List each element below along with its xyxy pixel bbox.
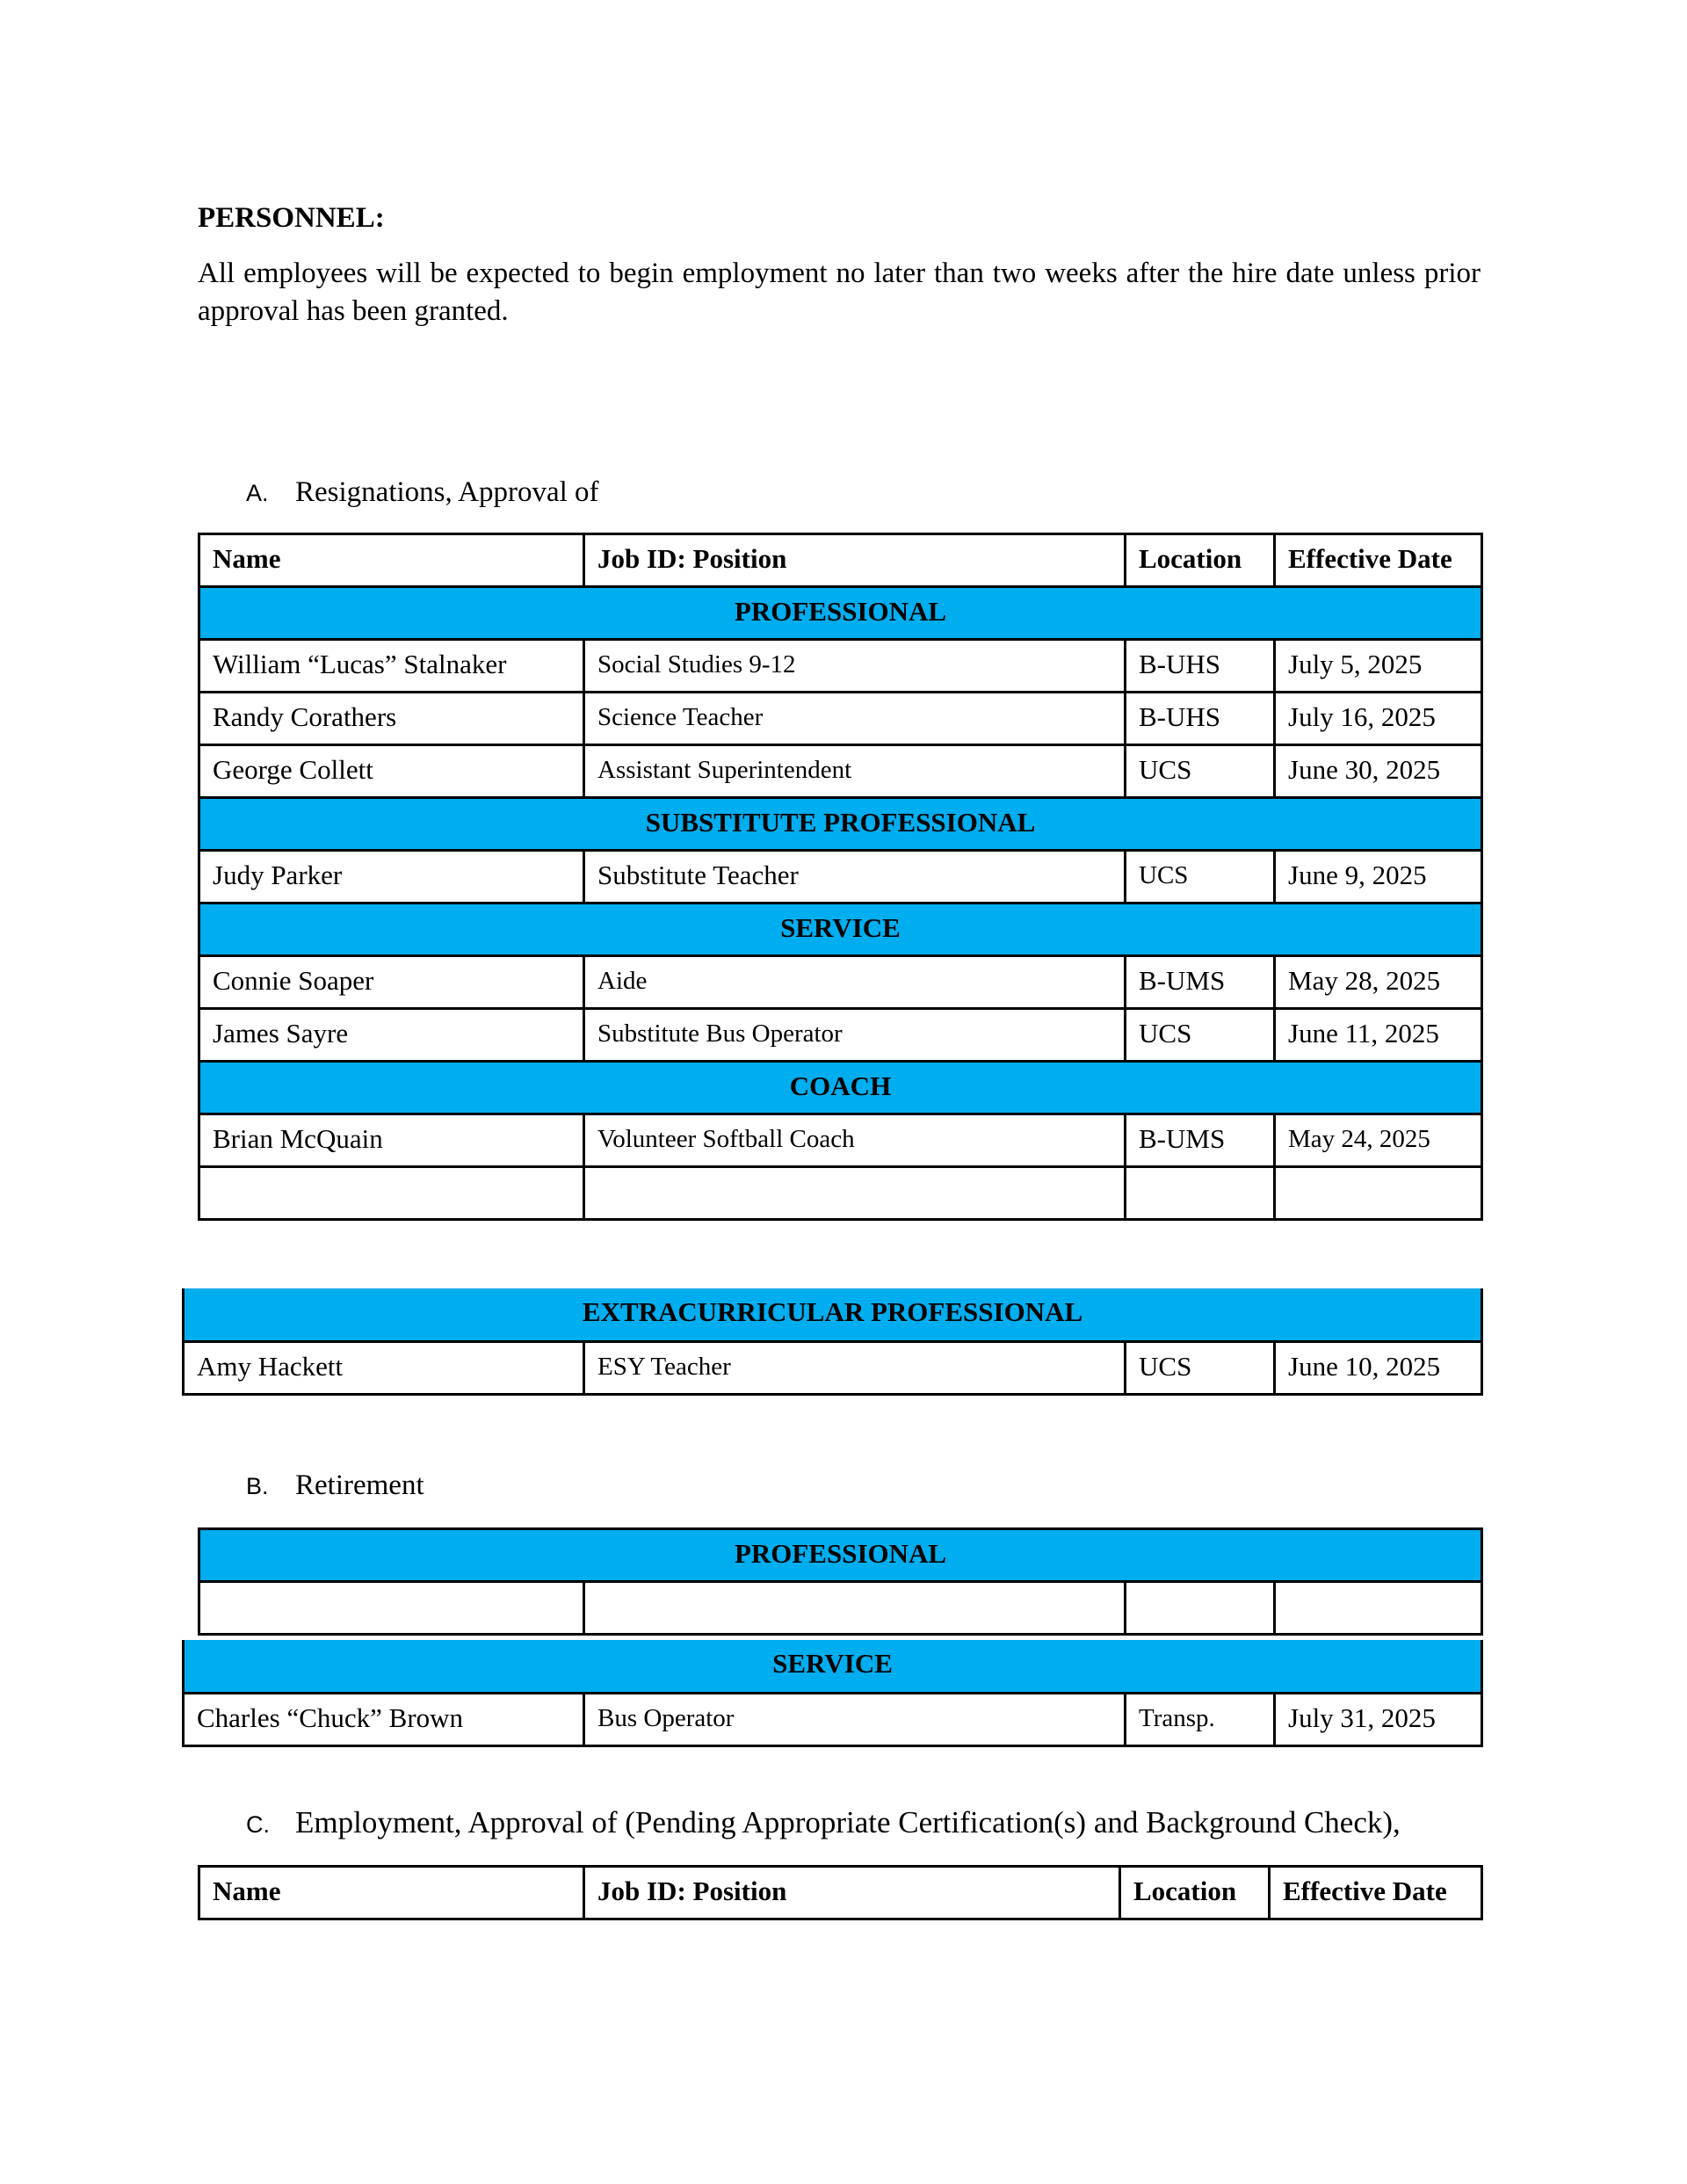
table-row xyxy=(199,1114,1482,1167)
category-row xyxy=(184,1288,1482,1341)
category-label: PROFESSIONAL xyxy=(199,587,1482,640)
table-row xyxy=(199,851,1482,903)
cell-date: June 30, 2025 xyxy=(1275,745,1482,798)
cell-location: B-UHS xyxy=(1126,640,1275,693)
table-row xyxy=(199,1009,1482,1062)
table-header-row xyxy=(199,1867,1482,1919)
cell-name: James Sayre xyxy=(199,1009,584,1062)
empty-row xyxy=(199,1582,1482,1635)
table-header-row xyxy=(199,534,1482,587)
header-position: Job ID: Position xyxy=(584,1867,1120,1919)
table-row xyxy=(184,1693,1482,1745)
cell-empty xyxy=(1126,1582,1275,1635)
cell-empty xyxy=(1126,1167,1275,1220)
cell-name: Brian McQuain xyxy=(199,1114,584,1167)
category-row xyxy=(199,903,1482,956)
cell-position: ESY Teacher xyxy=(584,1341,1126,1394)
empty-row xyxy=(199,1167,1482,1220)
cell-date: July 5, 2025 xyxy=(1275,640,1482,693)
category-label: SERVICE xyxy=(199,903,1482,956)
header-name: Name xyxy=(199,1867,584,1919)
section-a-letter: A. xyxy=(246,480,269,506)
section-c-title xyxy=(246,1805,1401,1842)
section-b-title-text: Retirement xyxy=(295,1469,424,1501)
section-b-title xyxy=(246,1468,424,1504)
cell-empty xyxy=(1275,1582,1482,1635)
cell-location: B-UMS xyxy=(1126,956,1275,1009)
header-location: Location xyxy=(1120,1867,1270,1919)
cell-date: June 9, 2025 xyxy=(1275,851,1482,903)
cell-date: July 16, 2025 xyxy=(1275,693,1482,745)
category-label: COACH xyxy=(199,1062,1482,1114)
table-row xyxy=(199,745,1482,798)
header-location: Location xyxy=(1126,534,1275,587)
cell-name: George Collett xyxy=(199,745,584,798)
cell-name: Randy Corathers xyxy=(199,693,584,745)
category-label: SERVICE xyxy=(184,1640,1482,1693)
extracurricular-table xyxy=(182,1288,1483,1396)
retirement-table xyxy=(198,1527,1483,1636)
section-a-title xyxy=(246,475,599,511)
category-row xyxy=(199,798,1482,851)
category-row xyxy=(199,1062,1482,1114)
intro-paragraph: All employees will be expected to begin employment no later than two weeks after the hire date unless prior approval has been granted. xyxy=(198,258,1481,327)
cell-empty xyxy=(199,1167,584,1220)
cell-empty xyxy=(584,1167,1126,1220)
cell-empty xyxy=(584,1582,1126,1635)
cell-location: Transp. xyxy=(1126,1693,1275,1745)
cell-name: Amy Hackett xyxy=(184,1341,584,1394)
cell-date: May 24, 2025 xyxy=(1275,1114,1482,1167)
cell-position: Substitute Teacher xyxy=(584,851,1126,903)
cell-position: Bus Operator xyxy=(584,1693,1126,1745)
cell-empty xyxy=(1275,1167,1482,1220)
table-row xyxy=(199,956,1482,1009)
table-row xyxy=(199,693,1482,745)
header-name: Name xyxy=(199,534,584,587)
cell-name: William “Lucas” Stalnaker xyxy=(199,640,584,693)
category-label: SUBSTITUTE PROFESSIONAL xyxy=(199,798,1482,851)
retirement-service-table xyxy=(182,1640,1483,1747)
cell-location: UCS xyxy=(1126,1341,1275,1394)
table-row xyxy=(184,1341,1482,1394)
cell-date: June 11, 2025 xyxy=(1275,1009,1482,1062)
cell-location: UCS xyxy=(1126,1009,1275,1062)
header-date: Effective Date xyxy=(1275,534,1482,587)
resignations-table xyxy=(198,533,1483,1221)
cell-location: B-UMS xyxy=(1126,1114,1275,1167)
section-c-title-text: Employment, Approval of (Pending Appropriate Certification(s) and Background Check), xyxy=(295,1805,1401,1839)
section-a-title-text: Resignations, Approval of xyxy=(295,476,599,508)
cell-position: Substitute Bus Operator xyxy=(584,1009,1126,1062)
category-row xyxy=(184,1640,1482,1693)
cell-position: Science Teacher xyxy=(584,693,1126,745)
section-c-letter: C. xyxy=(246,1811,270,1838)
cell-name: Judy Parker xyxy=(199,851,584,903)
category-label: EXTRACURRICULAR PROFESSIONAL xyxy=(184,1288,1482,1341)
header-date: Effective Date xyxy=(1270,1867,1482,1919)
section-heading: PERSONNEL: xyxy=(198,202,385,234)
header-position: Job ID: Position xyxy=(584,534,1126,587)
cell-position: Assistant Superintendent xyxy=(584,745,1126,798)
category-row xyxy=(199,1529,1482,1582)
cell-name: Charles “Chuck” Brown xyxy=(184,1693,584,1745)
cell-date: June 10, 2025 xyxy=(1275,1341,1482,1394)
cell-empty xyxy=(199,1582,584,1635)
employment-table xyxy=(198,1865,1483,1920)
category-label: PROFESSIONAL xyxy=(199,1529,1482,1582)
cell-location: UCS xyxy=(1126,745,1275,798)
cell-location: B-UHS xyxy=(1126,693,1275,745)
cell-name: Connie Soaper xyxy=(199,956,584,1009)
cell-location: UCS xyxy=(1126,851,1275,903)
cell-position: Social Studies 9-12 xyxy=(584,640,1126,693)
section-b-letter: B. xyxy=(246,1473,269,1499)
category-row xyxy=(199,587,1482,640)
cell-position: Volunteer Softball Coach xyxy=(584,1114,1126,1167)
cell-date: May 28, 2025 xyxy=(1275,956,1482,1009)
table-row xyxy=(199,640,1482,693)
cell-date: July 31, 2025 xyxy=(1275,1693,1482,1745)
cell-position: Aide xyxy=(584,956,1126,1009)
